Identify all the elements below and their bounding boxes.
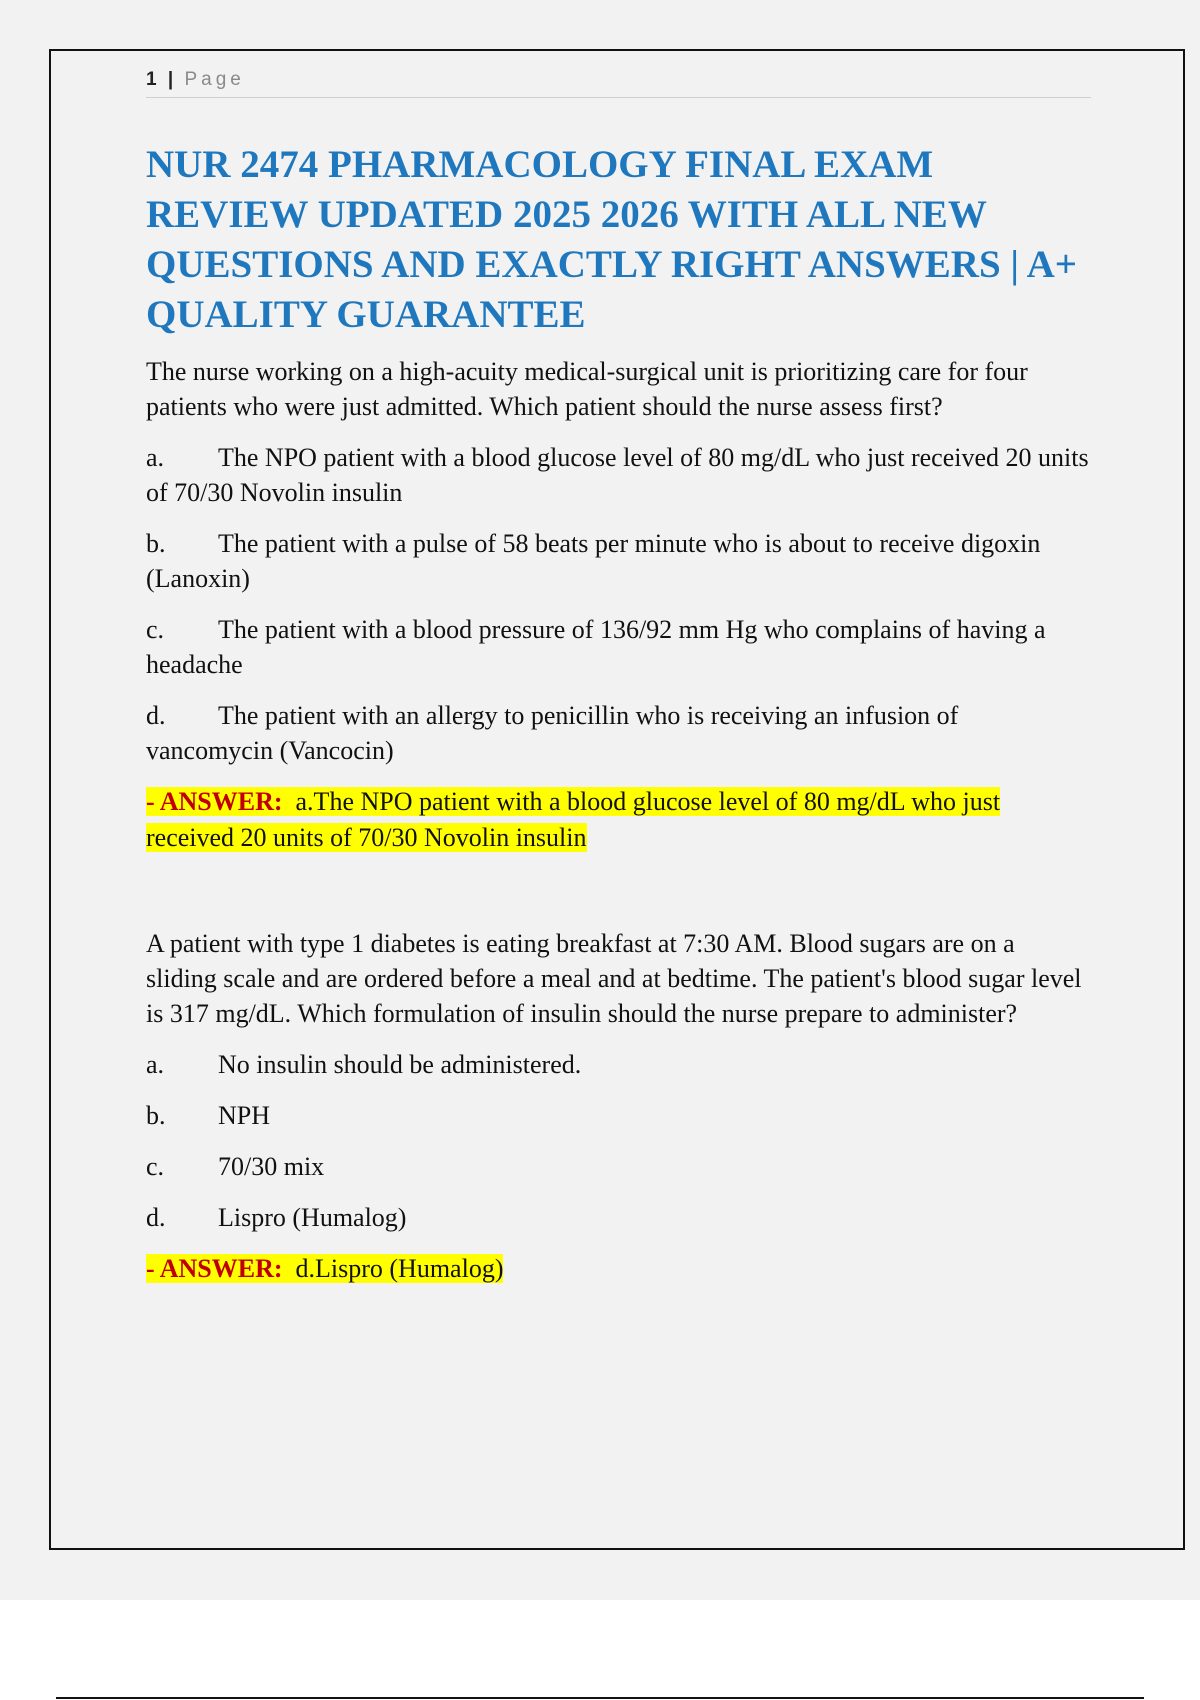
option-letter: c. [146,1152,165,1181]
answer-line [146,784,1091,856]
option-text: 70/30 mix [218,1152,325,1181]
question-block-1 [146,354,1091,856]
option-letter: a. [146,443,165,472]
question-text: The nurse working on a high-acuity medical-surgical unit is prioritizing care for four patients who were just admitted. Which patient should the nurse assess first? [146,357,1028,421]
option-text: No insulin should be administered. [218,1050,582,1079]
option-letter: c. [146,615,165,644]
document-title: NUR 2474 PHARMACOLOGY FINAL EXAM REVIEW UPDATED 2025 2026 WITH ALL NEW QUESTIONS AND EXACTLY RIGHT ANSWERS | A+ QUALITY GUARANTEE [146,143,1077,336]
page-separator: | [167,69,175,90]
option-text: The patient with a pulse of 58 beats per minute who is about to receive digoxin (Lanoxin) [146,529,1041,593]
option-letter: b. [146,529,166,558]
page-frame [49,49,1185,1550]
question-block-2 [146,926,1091,1287]
page-header [146,69,1091,98]
option-letter: d. [146,701,166,730]
answer-text: a.The NPO patient with a blood glucose level of 80 mg/dL who just received 20 units of 70/30 Novolin insulin [146,787,1001,852]
option-text: NPH [218,1101,271,1130]
option-letter: d. [146,1203,166,1232]
page-word: Page [184,69,245,90]
page-content [146,69,1091,1287]
option-b [146,1098,1091,1133]
option-c [146,612,1091,682]
answer-label: - ANSWER: [146,787,283,816]
option-d [146,1200,1091,1235]
page-number: 1 [146,69,158,90]
option-text: The patient with an allergy to penicillin who is receiving an infusion of vancomycin (Vancocin) [146,701,959,765]
answer-label: - ANSWER: [146,1254,283,1283]
option-letter: a. [146,1050,165,1079]
answer-line [146,1251,1091,1287]
option-a [146,440,1091,510]
option-text: Lispro (Humalog) [218,1203,407,1232]
answer-text: d.Lispro (Humalog) [295,1254,504,1283]
option-b [146,526,1091,596]
option-a [146,1047,1091,1082]
option-letter: b. [146,1101,166,1130]
question-text: A patient with type 1 diabetes is eating breakfast at 7:30 AM. Blood sugars are on a sliding scale and are ordered before a meal and at bedtime. The patient's blood sugar level is 317 mg/dL. Which formulation of insulin should the nurse prepare to administer? [146,929,1082,1028]
option-text: The NPO patient with a blood glucose level of 80 mg/dL who just received 20 units of 70/30 Novolin insulin [146,443,1089,507]
option-d [146,698,1091,768]
next-page-top-rule [56,1697,1144,1699]
option-text: The patient with a blood pressure of 136/92 mm Hg who complains of having a headache [146,615,1046,679]
option-c [146,1149,1091,1184]
